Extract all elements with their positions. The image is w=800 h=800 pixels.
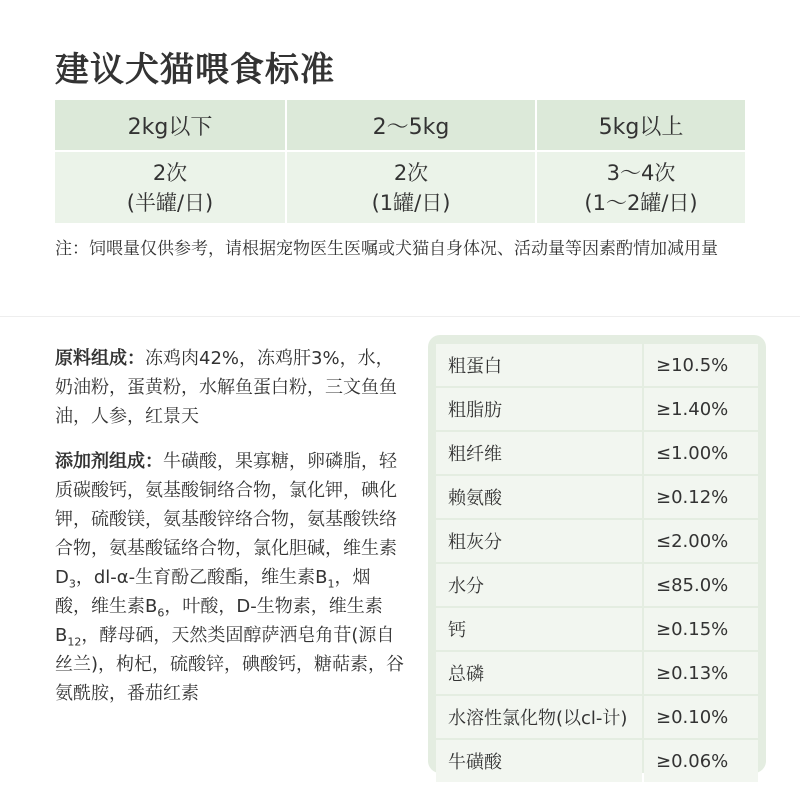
analysis-row [436,344,758,386]
nutrient-value: ≥0.06% [644,740,758,782]
nutrient-name: 粗蛋白 [436,344,642,386]
additives-text: ，叶酸，D-生物素，维生素B [55,596,383,646]
feeding-cell-medium [285,150,535,223]
nutrient-name: 粗纤维 [436,432,642,474]
additives-text: ，酵母硒，天然类固醇萨洒皂角苷(源自丝兰)，枸杞，硫酸锌，碘酸钙，糖萜素，谷氨酰胺，番茄红素 [55,625,405,704]
analysis-row [436,564,758,606]
feeding-amount: (1罐/日) [371,190,451,215]
feeding-times: 3～4次 [606,160,676,185]
ingredients-section [55,344,405,724]
weight-header-medium: 2～5kg [285,100,535,150]
analysis-row [436,740,758,782]
nutrient-name: 水分 [436,564,642,606]
analysis-row [436,520,758,562]
feeding-cell-small [55,150,285,223]
nutrient-name: 牛磺酸 [436,740,642,782]
nutrient-value: ≥10.5% [644,344,758,386]
additives-text: ，烟酸，维生素B [55,567,371,617]
analysis-row [436,652,758,694]
feeding-cell-large [535,150,745,223]
weight-header-large: 5kg以上 [535,100,745,150]
analysis-row [436,696,758,738]
analysis-row [436,608,758,650]
subscript: 3 [68,577,76,591]
nutrient-value: ≤1.00% [644,432,758,474]
nutrient-value: ≤85.0% [644,564,758,606]
nutrient-name: 钙 [436,608,642,650]
page-title: 建议犬猫喂食标准 [55,50,335,90]
additives-text: 牛磺酸，果寡糖，卵磷脂，轻质碳酸钙，氨基酸铜络合物，氯化钾，碘化钾，硫酸镁，氨基酸锌络合物，氨基酸铁络合物，氨基酸锰络合物，氯化胆碱，维生素D [55,451,397,588]
nutrient-name: 总磷 [436,652,642,694]
analysis-row [436,432,758,474]
additives-text: ，dl-α-生育酚乙酸酯，维生素B [75,567,328,588]
nutrient-name: 粗脂肪 [436,388,642,430]
feeding-times: 2次 [152,160,188,185]
section-divider [0,316,800,317]
nutrient-value: ≤2.00% [644,520,758,562]
weight-header-small: 2kg以下 [55,100,285,150]
feeding-amount: (1～2罐/日) [584,190,698,215]
nutrient-name: 水溶性氯化物(以cl-计) [436,696,642,738]
feeding-amount: (半罐/日) [126,190,214,215]
feeding-times: 2次 [393,160,429,185]
guaranteed-analysis-table [428,335,766,773]
analysis-row [436,476,758,518]
nutrient-name: 赖氨酸 [436,476,642,518]
nutrient-value: ≥0.10% [644,696,758,738]
nutrient-value: ≥1.40% [644,388,758,430]
subscript: 1 [327,577,335,591]
analysis-row [436,388,758,430]
nutrient-name: 粗灰分 [436,520,642,562]
nutrient-value: ≥0.12% [644,476,758,518]
nutrient-value: ≥0.13% [644,652,758,694]
subscript: 12 [67,635,82,649]
subscript: 6 [157,606,165,620]
raw-materials-label: 原料组成： [55,348,145,369]
raw-materials [55,344,405,431]
additives-label: 添加剂组成： [55,451,163,472]
feeding-standard-table [55,100,745,223]
feeding-note: 注：饲喂量仅供参考，请根据宠物医生医嘱或犬猫自身体况、活动量等因素酌情加减用量 [55,239,718,259]
raw-materials-text: 冻鸡肉42%，冻鸡肝3%，水，奶油粉，蛋黄粉，水解鱼蛋白粉，三文鱼鱼油，人参，红景天 [55,348,397,427]
nutrient-value: ≥0.15% [644,608,758,650]
additives [55,447,405,708]
